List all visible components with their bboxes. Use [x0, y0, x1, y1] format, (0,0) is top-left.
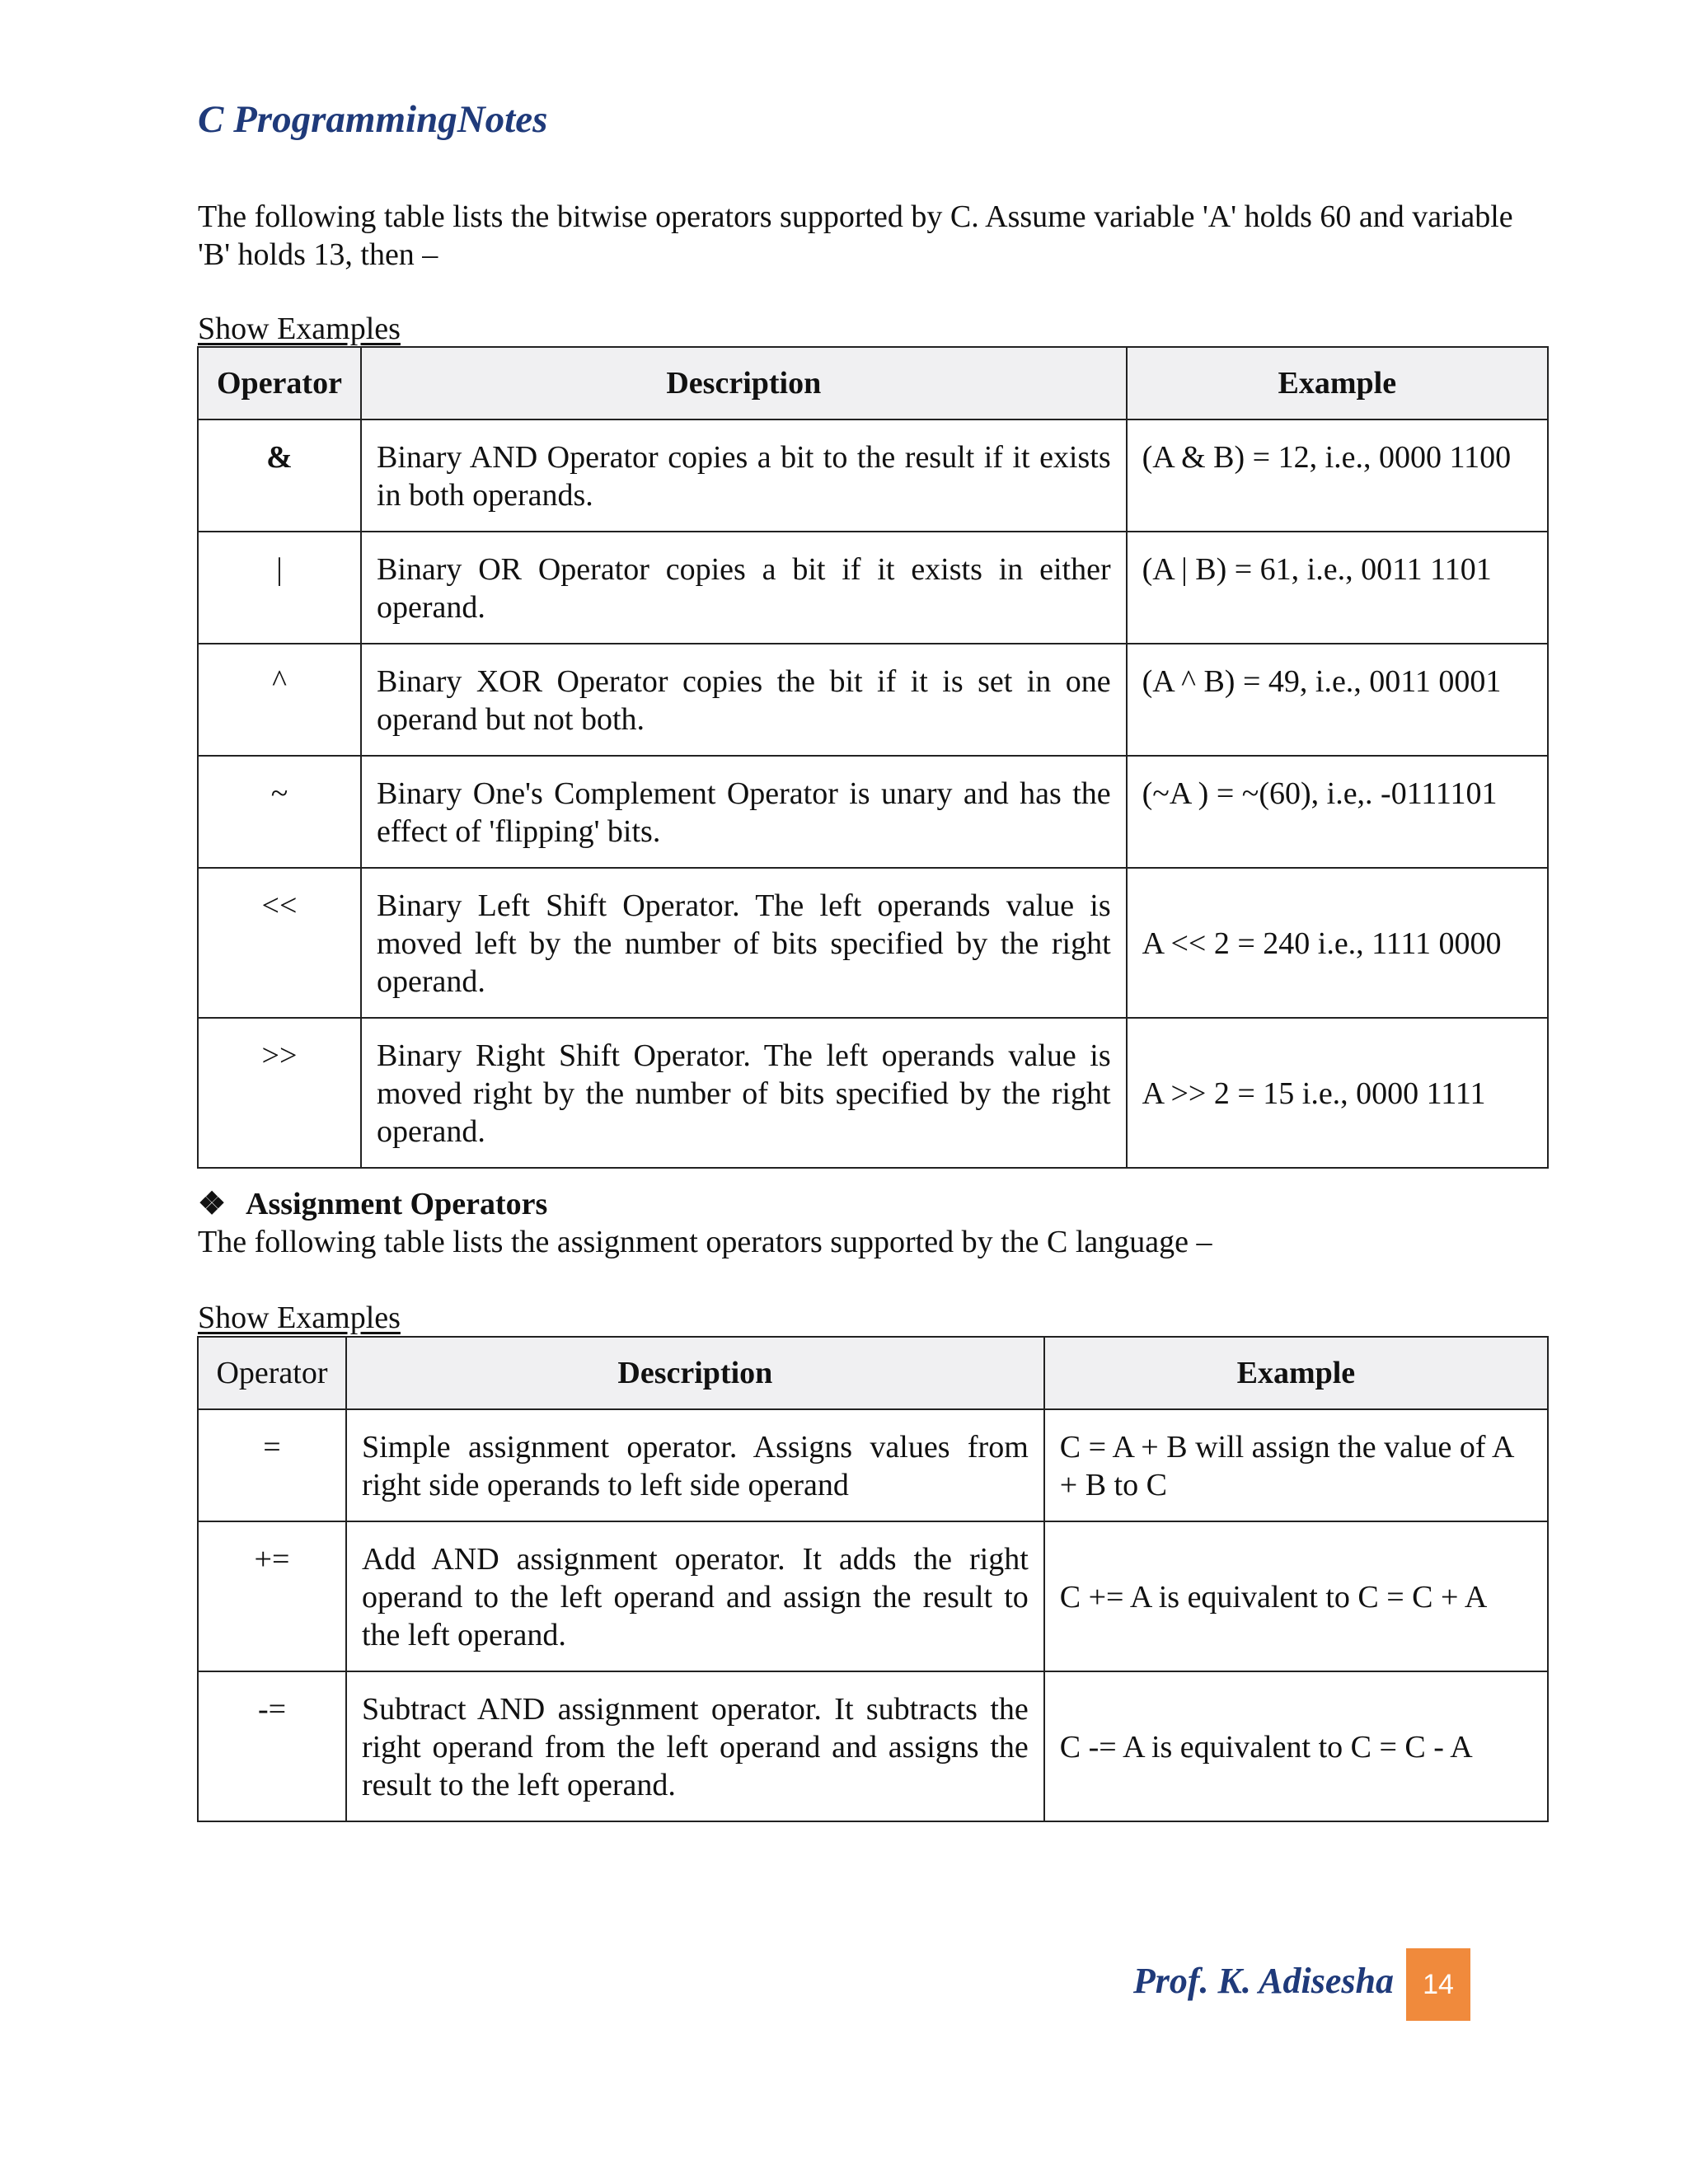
page-number-badge: 14 — [1406, 1948, 1470, 2021]
table-row — [198, 1018, 1548, 1168]
example-cell: (A ^ B) = 49, i.e., 0011 0001 — [1127, 644, 1548, 756]
table-row — [198, 1671, 1548, 1821]
assignment-heading-text: Assignment Operators — [246, 1187, 548, 1221]
table-row — [198, 644, 1548, 756]
description-cell: Add AND assignment operator. It adds the right operand to the left operand and assign the result to the left operand. — [346, 1521, 1044, 1671]
operator-cell: ^ — [198, 644, 361, 756]
table-row — [198, 1521, 1548, 1671]
bitwise-operators-table — [197, 346, 1549, 1169]
example-cell: C = A + B will assign the value of A + B to C — [1044, 1409, 1548, 1521]
table-header-row — [198, 1337, 1548, 1409]
description-cell: Subtract AND assignment operator. It subtracts the right operand from the left operand and assigns the result to the left operand. — [346, 1671, 1044, 1821]
operator-cell: & — [198, 419, 361, 532]
operator-cell: >> — [198, 1018, 361, 1168]
example-cell: C -= A is equivalent to C = C - A — [1044, 1671, 1548, 1821]
diamond-bullet-icon: ❖ — [198, 1187, 227, 1221]
description-cell: Binary Right Shift Operator. The left operands value is moved right by the number of bits specified by the right operand. — [361, 1018, 1127, 1168]
table-row — [198, 1409, 1548, 1521]
assignment-section-heading — [198, 1185, 547, 1223]
bitwise-intro: The following table lists the bitwise operators supported by C. Assume variable 'A' holds 60 and variable 'B' holds 13, then – — [198, 199, 1513, 272]
operator-cell: -= — [198, 1671, 346, 1821]
example-cell: C += A is equivalent to C = C + A — [1044, 1521, 1548, 1671]
table-row — [198, 532, 1548, 644]
column-header-example: Example — [1127, 347, 1548, 419]
column-header-description: Description — [361, 347, 1127, 419]
example-cell: A >> 2 = 15 i.e., 0000 1111 — [1127, 1018, 1548, 1168]
description-cell: Binary One's Complement Operator is unary and has the effect of 'flipping' bits. — [361, 756, 1127, 868]
operator-cell: += — [198, 1521, 346, 1671]
description-cell: Binary XOR Operator copies the bit if it is set in one operand but not both. — [361, 644, 1127, 756]
show-examples-link-assignment[interactable]: Show Examples — [198, 1301, 401, 1335]
operator-cell: | — [198, 532, 361, 644]
description-cell: Simple assignment operator. Assigns values from right side operands to left side operand — [346, 1409, 1044, 1521]
assignment-operators-table — [197, 1336, 1549, 1822]
description-cell: Binary OR Operator copies a bit if it exists in either operand. — [361, 532, 1127, 644]
column-header-operator: Operator — [198, 1337, 346, 1409]
description-cell: Binary AND Operator copies a bit to the result if it exists in both operands. — [361, 419, 1127, 532]
operator-cell: << — [198, 868, 361, 1018]
assignment-intro: The following table lists the assignment operators supported by the C language – — [198, 1225, 1212, 1259]
footer-author: Prof. K. Adisesha — [1132, 1961, 1394, 2001]
column-header-example: Example — [1044, 1337, 1548, 1409]
example-cell: A << 2 = 240 i.e., 1111 0000 — [1127, 868, 1548, 1018]
table-row — [198, 756, 1548, 868]
description-cell: Binary Left Shift Operator. The left operands value is moved left by the number of bits specified by the right operand. — [361, 868, 1127, 1018]
example-cell: (A & B) = 12, i.e., 0000 1100 — [1127, 419, 1548, 532]
table-row — [198, 868, 1548, 1018]
operator-cell: ~ — [198, 756, 361, 868]
column-header-operator: Operator — [198, 347, 361, 419]
operator-cell: = — [198, 1409, 346, 1521]
page-header-title: C ProgrammingNotes — [198, 98, 548, 141]
column-header-description: Description — [346, 1337, 1044, 1409]
example-cell: (~A ) = ~(60), i.e,. -0111101 — [1127, 756, 1548, 868]
table-row — [198, 419, 1548, 532]
show-examples-link-bitwise[interactable]: Show Examples — [198, 312, 401, 346]
table-header-row — [198, 347, 1548, 419]
example-cell: (A | B) = 61, i.e., 0011 1101 — [1127, 532, 1548, 644]
